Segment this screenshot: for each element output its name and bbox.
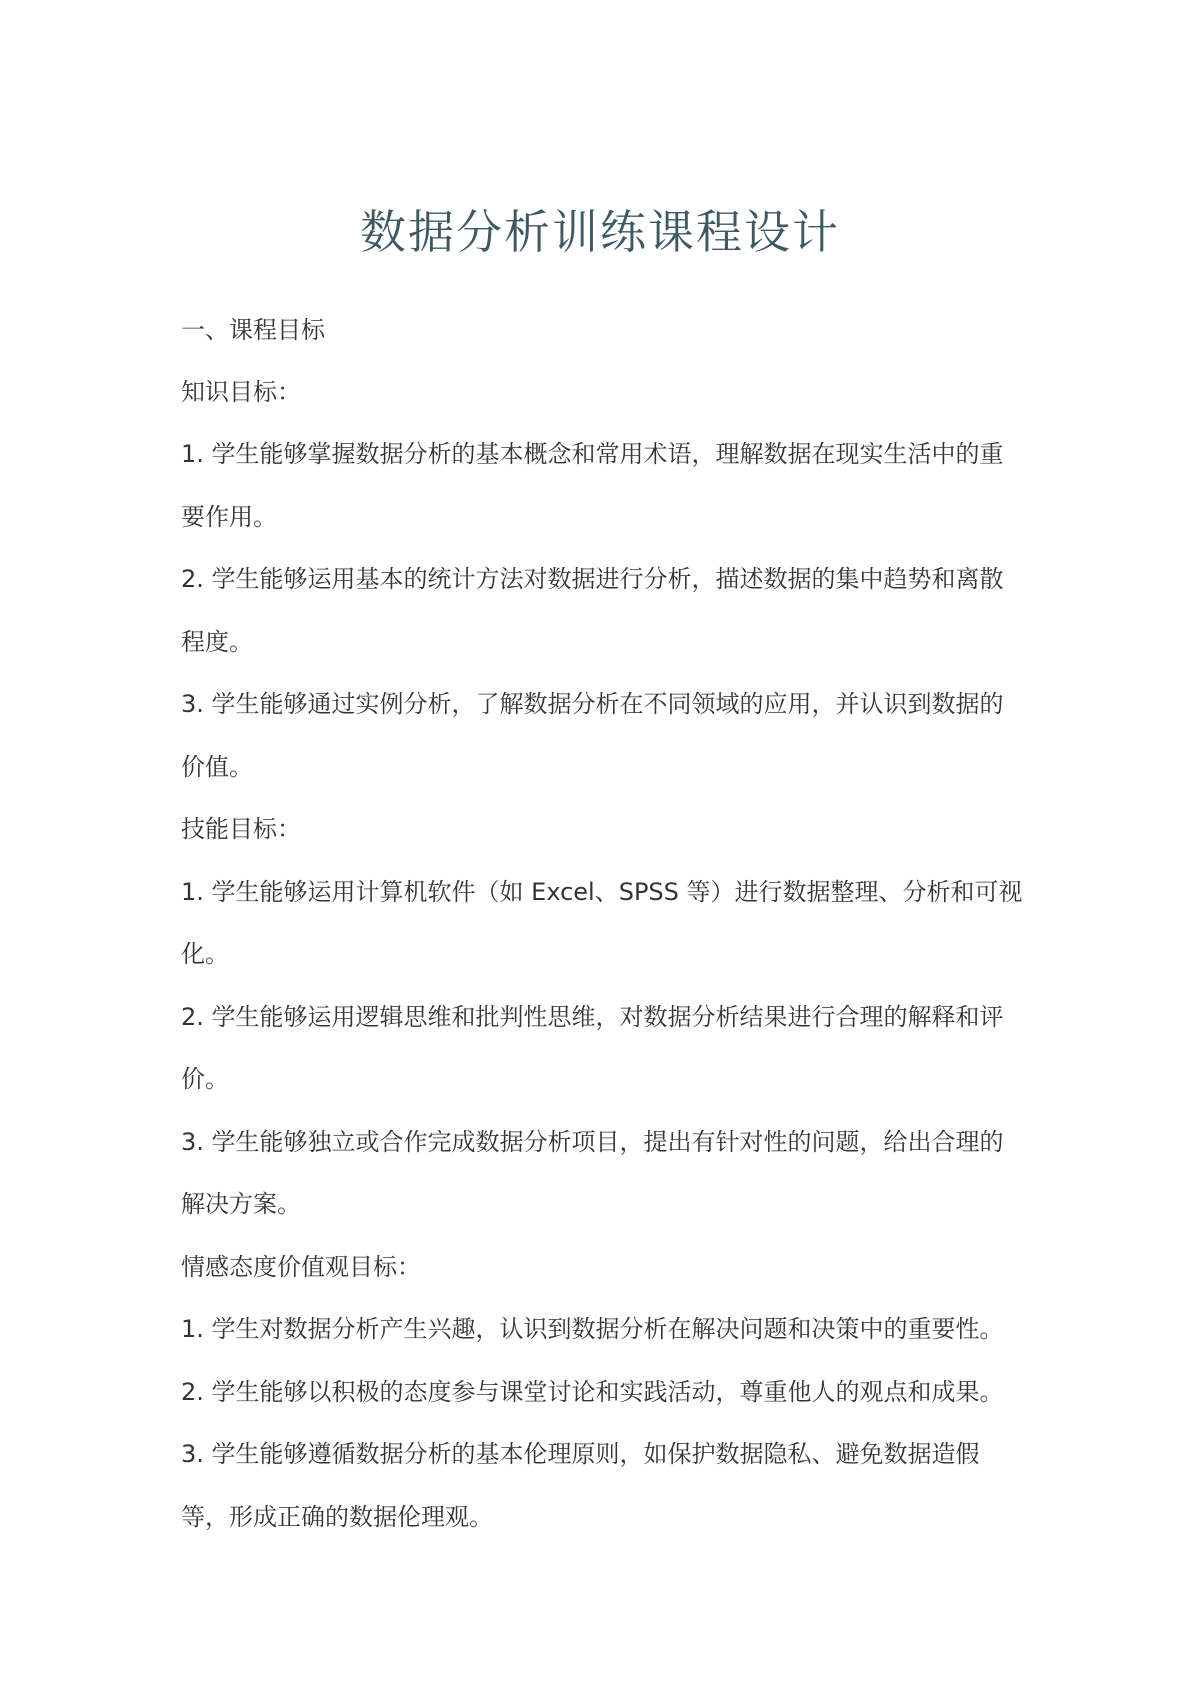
paragraph-line: 2. 学生能够运用基本的统计方法对数据进行分析，描述数据的集中趋势和离散 [181,565,1004,593]
paragraph-line: 程度。 [181,628,253,656]
subheading-attitude-objectives: 情感态度价值观目标： [181,1253,421,1281]
paragraph-line: 2. 学生能够以积极的态度参与课堂讨论和实践活动，尊重他人的观点和成果。 [181,1378,1004,1406]
paragraph-line: 价。 [181,1065,229,1093]
paragraph-line: 等，形成正确的数据伦理观。 [181,1503,493,1531]
paragraph-line: 要作用。 [181,503,277,531]
paragraph-line: 价值。 [181,753,253,781]
section-heading-course-objectives: 一、课程目标 [181,316,325,344]
paragraph-line: 1. 学生对数据分析产生兴趣，认识到数据分析在解决问题和决策中的重要性。 [181,1315,1004,1343]
paragraph-line: 化。 [181,940,229,968]
paragraph-line: 1. 学生能够运用计算机软件（如 Excel、SPSS 等）进行数据整理、分析和可视 [181,878,1023,906]
subheading-skill-objectives: 技能目标： [181,815,301,843]
paragraph-line: 3. 学生能够通过实例分析，了解数据分析在不同领域的应用，并认识到数据的 [181,690,1004,718]
document-title: 数据分析训练课程设计 [360,205,840,259]
paragraph-line: 2. 学生能够运用逻辑思维和批判性思维，对数据分析结果进行合理的解释和评 [181,1003,1004,1031]
paragraph-line: 3. 学生能够独立或合作完成数据分析项目，提出有针对性的问题，给出合理的 [181,1128,1004,1156]
paragraph-line: 3. 学生能够遵循数据分析的基本伦理原则，如保护数据隐私、避免数据造假 [181,1440,980,1468]
paragraph-line: 解决方案。 [181,1190,301,1218]
subheading-knowledge-objectives: 知识目标： [181,378,301,406]
paragraph-line: 1. 学生能够掌握数据分析的基本概念和常用术语，理解数据在现实生活中的重 [181,440,1004,468]
